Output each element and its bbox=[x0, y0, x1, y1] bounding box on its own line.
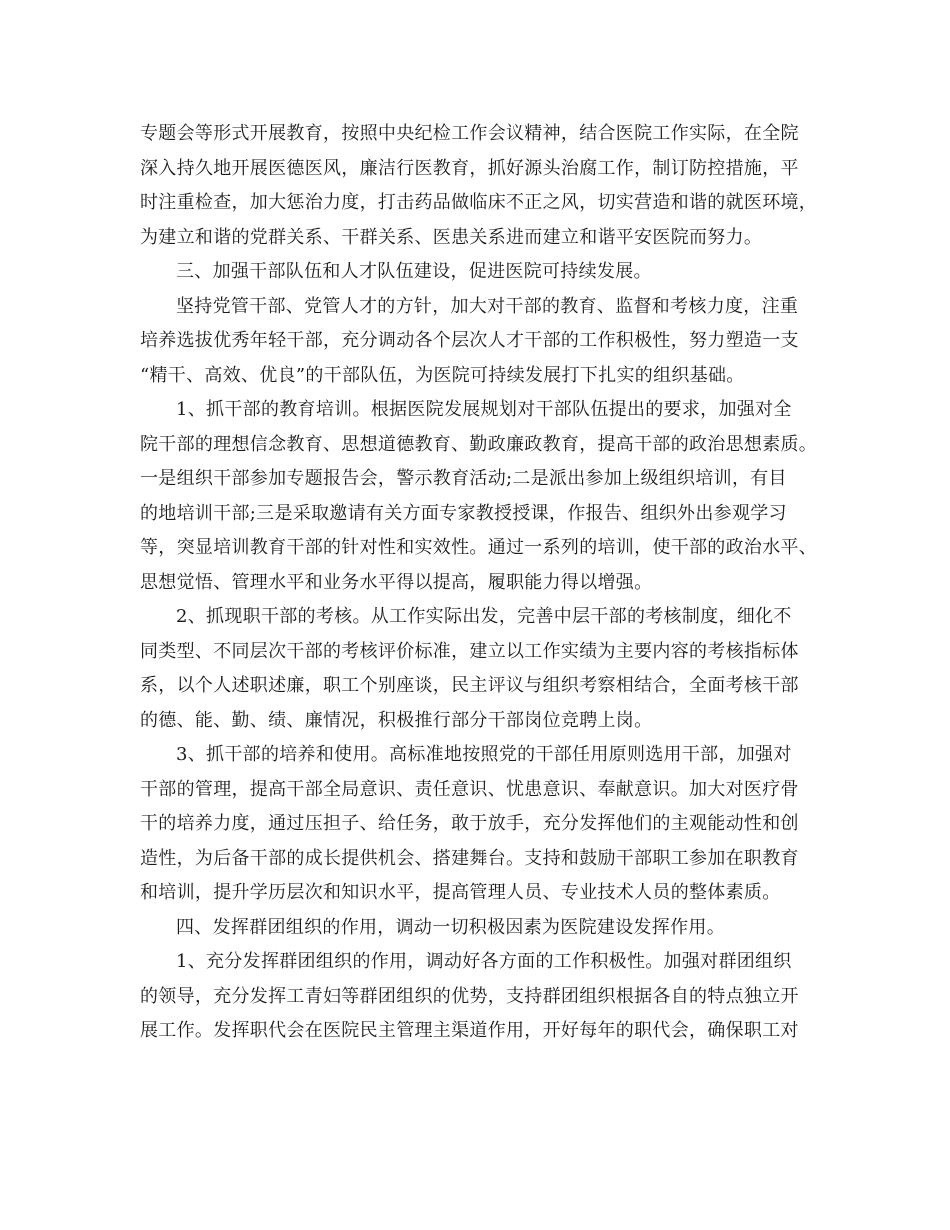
text-line: 四、发挥群团组织的作用，调动一切积极因素为医院建设发挥作用。 bbox=[176, 916, 725, 938]
text-line: 的领导，充分发挥工青妇等群团组织的优势，支持群团组织根据各自的特点独立开 bbox=[140, 985, 799, 1007]
text-line: 院干部的理想信念教育、思想道德教育、勤政廉政教育，提高干部的政治思想素质。 bbox=[140, 433, 818, 455]
text-line: “精干、高效、优良”的干部队伍，为医院可持续发展打下扎实的组织基础。 bbox=[140, 364, 745, 386]
text-line: 1、充分发挥群团组织的作用，调动好各方面的工作积极性。加强对群团组织 bbox=[176, 951, 792, 972]
text-line: 时注重检查，加大惩治力度，打击药品做临床不正之风，切实营造和谐的就医环境， bbox=[140, 192, 818, 213]
text-line: 三、加强干部队伍和人才队伍建设，促进医院可持续发展。 bbox=[176, 261, 652, 282]
text-line: 干部的管理，提高干部全局意识、责任意识、忧患意识、奉献意识。加大对医疗骨 bbox=[140, 778, 799, 800]
text-line: 和培训，提升学历层次和知识水平，提高管理人员、专业技术人员的整体素质。 bbox=[140, 882, 781, 903]
text-line: 的地培训干部;三是采取邀请有关方面专家教授授课，作报告、组织外出参观学习 bbox=[140, 502, 787, 524]
text-line: 的德、能、勤、绩、廉情况，积极推行部分干部岗位竞聘上岗。 bbox=[140, 709, 653, 731]
text-line: 系，以个人述职述廉，职工个别座谈，民主评议与组织考察相结合，全面考核干部 bbox=[140, 675, 799, 696]
text-line: 专题会等形式开展教育，按照中央纪检工作会议精神，结合医院工作实际，在全院 bbox=[140, 123, 799, 144]
text-line: 一是组织干部参加专题报告会，警示教育活动;二是派出参加上级组织培训，有目 bbox=[140, 468, 787, 489]
text-line: 展工作。发挥职代会在医院民主管理主渠道作用，开好每年的职代会，确保职工对 bbox=[140, 1020, 799, 1041]
text-line: 2、抓现职干部的考核。从工作实际出发，完善中层干部的考核制度，细化不 bbox=[176, 606, 792, 627]
text-line: 深入持久地开展医德医风，廉洁行医教育，抓好源头治腐工作，制订防控措施，平 bbox=[140, 157, 799, 179]
text-line: 干的培养力度，通过压担子、给任务，敢于放手，充分发挥他们的主观能动性和创 bbox=[140, 813, 799, 834]
text-line: 造性，为后备干部的成长提供机会、搭建舞台。支持和鼓励干部职工参加在职教育 bbox=[140, 847, 799, 869]
text-line: 培养选拔优秀年轻干部，充分调动各个层次人才干部的工作积极性，努力塑造一支 bbox=[140, 330, 799, 351]
text-line: 坚持党管干部、党管人才的方针，加大对干部的教育、监督和考核力度，注重 bbox=[176, 295, 799, 317]
text-line: 同类型、不同层次干部的考核评价标准，建立以工作实绩为主要内容的考核指标体 bbox=[140, 640, 799, 662]
text-line: 为建立和谐的党群关系、干群关系、医患关系进而建立和谐平安医院而努力。 bbox=[140, 226, 763, 248]
text-line: 思想觉悟、管理水平和业务水平得以提高，履职能力得以增强。 bbox=[140, 571, 653, 593]
text-line: 1、抓干部的教育培训。根据医院发展规划对干部队伍提出的要求，加强对全 bbox=[176, 399, 792, 420]
document-body bbox=[140, 117, 820, 1049]
text-line: 等，突显培训教育干部的针对性和实效性。通过一系列的培训，使干部的政治水平、 bbox=[140, 537, 818, 558]
text-line: 3、抓干部的培养和使用。高标准地按照党的干部任用原则选用干部，加强对 bbox=[176, 744, 792, 765]
